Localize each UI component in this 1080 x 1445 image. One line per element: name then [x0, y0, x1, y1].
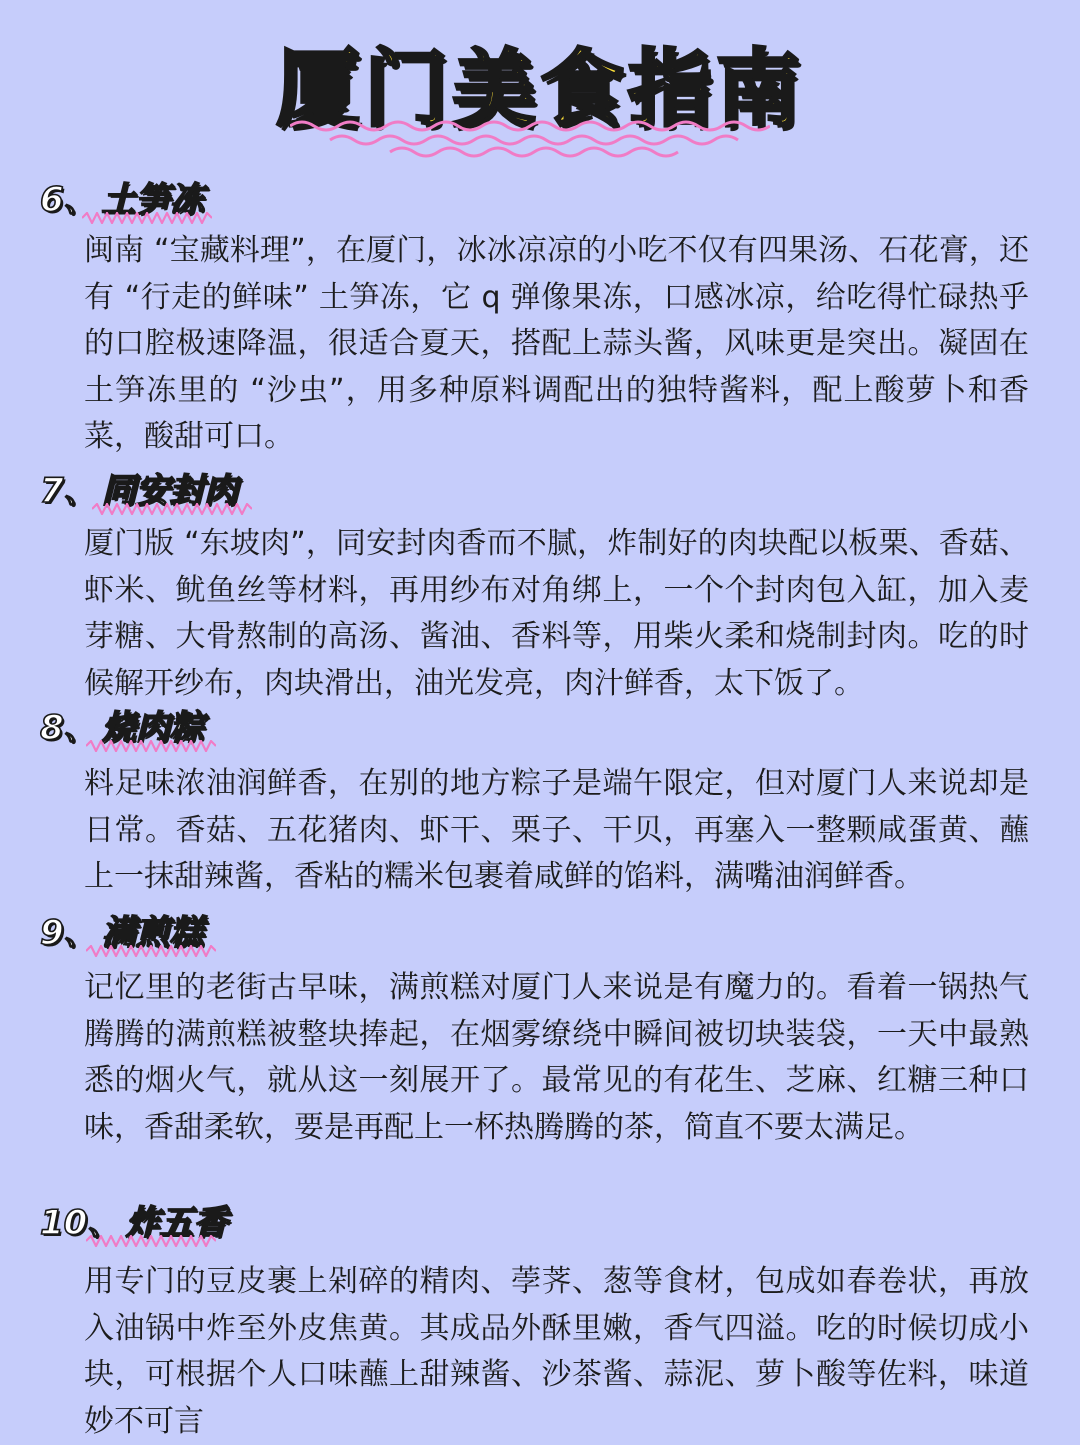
section-body: 厦门版 “东坡肉”，同安封肉香而不腻，炸制好的肉块配以板栗、香菇、虾米、鱿鱼丝等材料，再用纱布对角绑上，一个个封肉包入缸，加入麦芽糖、大骨熬制的高汤、酱油、香料等，用柴火柔和烧制封肉。吃的时候解开纱布，肉块滑出，油光发亮，肉汁鲜香，太下饭了。: [84, 526, 1029, 701]
section-body: 闽南 “宝藏料理”，在厦门，冰冰凉凉的小吃不仅有四果汤、石花膏，还有 “行走的鲜味” 土笋冻，它 q 弹像果冻，口感冰凉，给吃得忙碌热乎的口腔极速降温，很适合夏天，搭配上蒜头酱，风味更是突出。凝固在土笋冻里的 “沙虫”，用多种原料调配出的独特酱料，配上酸萝卜和香菜，酸甜可口。: [84, 233, 1029, 454]
section-body: 用专门的豆皮裹上剁碎的精肉、荸荠、葱等食材，包成如春卷状，再放入油锅中炸至外皮焦黄。其成品外酥里嫩，香气四溢。吃的时候切成小块，可根据个人口味蘸上甜辣酱、沙茶酱、蒜泥、萝卜酸等佐料，味道妙不可言: [84, 1264, 1029, 1439]
section-number: 9、: [40, 913, 98, 953]
heading-underline-wave: [86, 1235, 216, 1247]
heading-underline-wave: [92, 503, 252, 515]
title-wave-decoration: [290, 118, 770, 158]
section-number: 10、: [40, 1203, 122, 1243]
section-body: 料足味浓油润鲜香，在别的地方粽子是端午限定，但对厦门人来说却是日常。香菇、五花猪肉、虾干、栗子、干贝，再塞入一整颗咸蛋黄、蘸上一抹甜辣酱，香粘的糯米包裹着咸鲜的馅料，满嘴油润鲜香。: [84, 766, 1029, 894]
section-title: 土笋冻: [101, 180, 204, 220]
section-title: 同安封肉: [101, 471, 238, 511]
section-number: 8、: [40, 708, 98, 748]
section-number: 6、: [40, 180, 98, 220]
heading-underline-wave: [86, 740, 216, 752]
section-number: 7、: [40, 471, 98, 511]
page-title: 厦门美食指南: [275, 40, 804, 138]
heading-underline-wave: [82, 212, 212, 224]
section-title: 烧肉粽: [101, 708, 204, 748]
heading-underline-wave: [86, 945, 216, 957]
section-title: 炸五香: [125, 1203, 228, 1243]
section-body: 记忆里的老街古早味，满煎糕对厦门人来说是有魔力的。看着一锅热气腾腾的满煎糕被整块捧起，在烟雾缭绕中瞬间被切块装袋，一天中最熟悉的烟火气，就从这一刻展开了。最常见的有花生、芝麻、红糖三种口味，香甜柔软，要是再配上一杯热腾腾的茶，简直不要太满足。: [84, 970, 1029, 1145]
section-title: 满煎糕: [101, 913, 204, 953]
